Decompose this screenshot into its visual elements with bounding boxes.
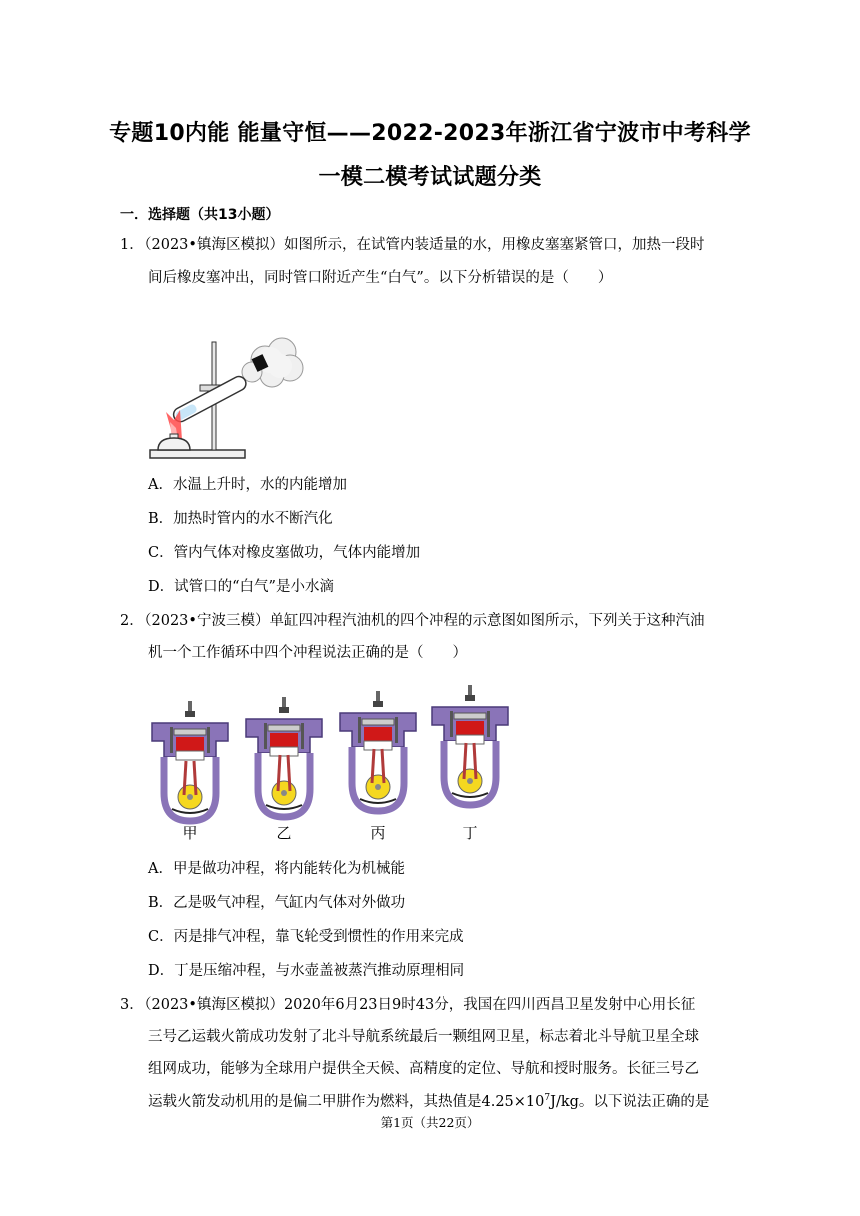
section-heading: 一．选择题（共13小题） xyxy=(120,207,280,223)
figure-label-yi: 乙 xyxy=(276,824,292,842)
document-title-line-2: 一模二模考试试题分类 xyxy=(318,165,542,190)
test-tube-heating-figure xyxy=(140,330,315,465)
option-d: D．丁是压缩冲程，与水壶盖被蒸汽推动原理相同 xyxy=(148,963,465,979)
question-number: 2． xyxy=(120,613,144,629)
page-footer: 第1页（共22页） xyxy=(380,1115,480,1130)
alcohol-lamp xyxy=(158,434,190,450)
figure-label-bing: 丙 xyxy=(370,824,386,842)
option-d: D．试管口的“白气”是小水滴 xyxy=(148,579,334,595)
text-segment: J/kg。以下说法正确的是 xyxy=(550,1094,710,1110)
question-text-line: 机一个工作循环中四个冲程说法正确的是（ ） xyxy=(148,645,467,661)
document-title-line-1: 专题10内能 能量守恒——2022-2023年浙江省宁波市中考科学 xyxy=(109,121,751,146)
engine-bing xyxy=(340,691,416,811)
question-text-line: 三号乙运载火箭成功发射了北斗导航系统最后一颗组网卫星，标志着北斗导航卫星全球 xyxy=(148,1029,699,1045)
option-a: A．水温上升时，水的内能增加 xyxy=(148,477,347,493)
four-stroke-engine-figure xyxy=(150,683,520,843)
question-text-line: （2023•宁波三模）单缸四冲程汽油机的四个冲程的示意图如图所示，下列关于这种汽油 xyxy=(137,613,705,629)
text-segment: 运载火箭发动机用的是偏二甲肼作为燃料，其热值是4.25×10 xyxy=(148,1094,545,1110)
option-a: A．甲是做功冲程，将内能转化为机械能 xyxy=(148,861,405,877)
option-c: C．丙是排气冲程，靠飞轮受到惯性的作用来完成 xyxy=(148,929,464,945)
question-text-line: （2023•镇海区模拟）2020年6月23日9时43分，我国在四川西昌卫星发射中心用长征 xyxy=(137,997,696,1013)
option-c: C．管内气体对橡皮塞做功，气体内能增加 xyxy=(148,545,421,561)
question-text-line: 间后橡皮塞冲出，同时管口附近产生“白气”。以下分析错误的是（ ） xyxy=(148,270,613,286)
exponent: 7 xyxy=(544,1093,551,1104)
engine-jia xyxy=(152,701,228,821)
option-b: B．乙是吸气冲程，气缸内气体对外做功 xyxy=(148,895,406,911)
question-text-line: 组网成功，能够为全球用户提供全天候、高精度的定位、导航和授时服务。长征三号乙 xyxy=(148,1061,699,1077)
steam-cloud xyxy=(242,338,303,387)
figure-label-ding: 丁 xyxy=(462,824,478,842)
question-number: 1． xyxy=(120,237,144,253)
stand-base xyxy=(150,450,245,458)
question-text-line xyxy=(148,1090,709,1111)
engine-ding xyxy=(432,685,508,805)
figure-label-jia: 甲 xyxy=(182,824,198,842)
engine-yi xyxy=(246,697,322,817)
option-b: B．加热时管内的水不断汽化 xyxy=(148,511,333,527)
question-text-line: （2023•镇海区模拟）如图所示，在试管内装适量的水，用橡皮塞塞紧管口，加热一段时 xyxy=(137,237,705,253)
question-number: 3． xyxy=(120,997,144,1013)
test-tube xyxy=(171,374,248,424)
